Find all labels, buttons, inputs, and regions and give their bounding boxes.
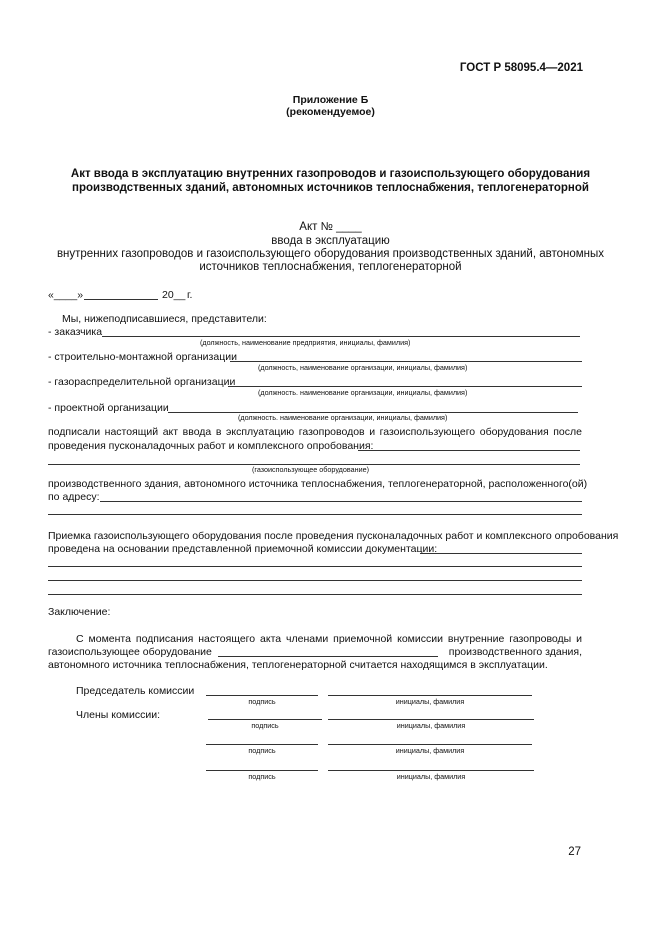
construction-hint: (должность, наименование организации, инициалы, фамилия): [258, 363, 468, 372]
construction-label: - строительно-монтажной организации: [48, 351, 237, 363]
act-description-line2: источников теплоснабжения, теплогенераторной: [199, 261, 462, 273]
member1-signature-line: [208, 719, 322, 720]
design-label: - проектной организации: [48, 402, 169, 414]
page-number: 27: [568, 846, 581, 858]
gas-label: - газораспределительной организации: [48, 376, 236, 388]
member2-name-line: [328, 744, 532, 745]
conclusion-line2b: производственного здания,: [448, 646, 582, 658]
equipment-hint: (газоиспользующее оборудование): [252, 465, 369, 474]
production-line2: по адресу:: [48, 491, 100, 503]
members-label: Члены комиссии:: [76, 709, 161, 721]
document-title-line2: производственных зданий, автономных источников теплоснабжения, теплогенераторной: [72, 182, 589, 194]
act-number: Акт № ____: [299, 221, 362, 233]
member2-name-hint: инициалы, фамилия: [395, 746, 465, 755]
conclusion-equipment-line: [218, 656, 438, 657]
member1-name-hint: инициалы, фамилия: [396, 721, 466, 730]
date-year: 20__: [162, 289, 186, 301]
conclusion-label: Заключение:: [48, 606, 111, 618]
documents-line-3: [48, 594, 582, 595]
acceptance-line1: Приемка газоиспользующего оборудования после проведения пусконаладочных работ и комплексного опробования: [48, 530, 619, 542]
member3-name-line: [328, 770, 534, 771]
representatives-intro: Мы, нижеподписавшиеся, представители:: [62, 313, 267, 325]
gas-line: [228, 386, 582, 387]
member2-signature-hint: подпись: [248, 746, 276, 755]
chairman-signature-line: [206, 695, 318, 696]
member3-name-hint: инициалы, фамилия: [396, 772, 466, 781]
customer-hint: (должность, наименование предприятия, инициалы, фамилия): [200, 338, 411, 347]
member1-name-line: [328, 719, 534, 720]
appendix-subtitle: (рекомендуемое): [286, 106, 375, 118]
address-line-2: [48, 514, 582, 515]
conclusion-line3: автономного источника теплоснабжения, теплогенераторной считается находящимся в эксплуатации.: [48, 659, 548, 671]
construction-line: [230, 361, 582, 362]
act-subtitle: ввода в эксплуатацию: [271, 235, 390, 247]
chairman-signature-hint: подпись: [248, 697, 276, 706]
document-title-line1: Акт ввода в эксплуатацию внутренних газопроводов и газоиспользующего оборудования: [70, 168, 591, 180]
acceptance-blank: [420, 553, 582, 554]
member2-signature-line: [206, 744, 318, 745]
customer-line: [102, 336, 580, 337]
standard-number: ГОСТ Р 58095.4—2021: [459, 62, 583, 74]
date-suffix: г.: [187, 289, 193, 301]
signed-line1: подписали настоящий акт ввода в эксплуатацию газопроводов и газоиспользующего оборудования после: [48, 426, 582, 438]
date-month-line: [84, 299, 158, 300]
member3-signature-hint: подпись: [248, 772, 276, 781]
documents-line-2: [48, 580, 582, 581]
chairman-label: Председатель комиссии: [76, 685, 195, 697]
conclusion-line1: С момента подписания настоящего акта членами приемочной комиссии внутренние газопроводы и: [76, 633, 582, 645]
date-day: «____»: [48, 289, 84, 301]
signed-line2: проведения пусконаладочных работ и комплексного опробования:: [48, 440, 374, 452]
address-line: [100, 501, 582, 502]
member1-signature-hint: подпись: [251, 721, 279, 730]
act-description-line1: внутренних газопроводов и газоиспользующего оборудования производственных зданий, автономных: [56, 248, 605, 260]
acceptance-line2: проведена на основании представленной приемочной комиссии документации:: [48, 543, 438, 555]
member3-signature-line: [206, 770, 318, 771]
design-hint: (должность. наименование организации, инициалы, фамилия): [238, 413, 448, 422]
conclusion-line2a: газоиспользующее оборудование: [48, 646, 212, 658]
customer-label: - заказчика: [48, 326, 103, 338]
documents-line-1: [48, 566, 582, 567]
chairman-name-hint: инициалы, фамилия: [395, 697, 465, 706]
signed-line2-blank: [358, 450, 580, 451]
chairman-name-line: [328, 695, 532, 696]
production-line1: производственного здания, автономного источника теплоснабжения, теплогенераторной, расположенного(ой): [48, 478, 588, 490]
gas-hint: (должность. наименование организации, инициалы, фамилия): [258, 388, 468, 397]
appendix-title: Приложение Б: [292, 94, 369, 106]
